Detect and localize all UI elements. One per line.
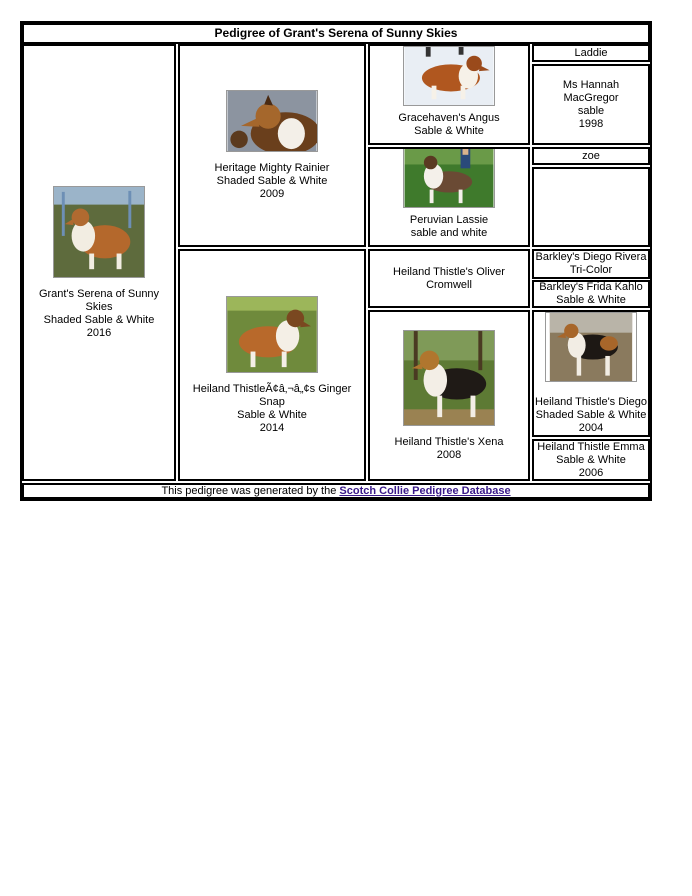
frida-name[interactable]: Barkley's Frida Kahlo [539,281,643,293]
sire-sire-cell [368,44,530,145]
diego-cell [532,310,650,437]
sire-cell [178,44,366,247]
subject-name[interactable]: Grant's Serena of Sunny Skies [38,287,160,313]
emma-color: Sable & White [556,453,626,466]
sire-color: Shaded Sable & White [216,175,328,187]
dam-photo[interactable] [226,296,318,373]
dam-sire-cell [368,249,530,308]
sire-sire-photo[interactable] [403,46,495,106]
footer-text: This pedigree was generated by the [161,484,340,497]
emma-name[interactable]: Heiland Thistle Emma [537,440,645,453]
sire-photo[interactable] [226,90,318,152]
dam-dam-photo[interactable] [403,330,495,426]
hannah-cell [532,64,650,145]
diego-rivera-color: Tri-Color [569,264,613,276]
dam-name[interactable]: Heiland ThistleÃ¢â‚¬â„¢s Ginger Snap [192,382,352,408]
frida-cell [532,280,650,308]
zoe-name[interactable]: zoe [582,149,600,162]
sire-sire-color: Sable & White [414,124,484,137]
laddie-cell [532,44,650,62]
empty-cell [532,167,650,247]
subject-color: Shaded Sable & White [43,313,155,326]
diego-rivera-cell [532,249,650,279]
pedigree-title: Pedigree of Grant's Serena of Sunny Skies [214,26,458,40]
sire-name[interactable]: Heritage Mighty Rainier [214,162,330,174]
sire-dam-photo[interactable] [403,148,495,208]
database-link[interactable]: Scotch Collie Pedigree Database [339,484,511,497]
pedigree-title-cell [22,23,650,44]
diego-photo[interactable] [545,312,637,382]
subject-cell [22,44,176,481]
emma-cell [532,439,650,481]
dam-cell [178,249,366,481]
subject-photo[interactable] [53,186,145,278]
sire-dam-name[interactable]: Peruvian Lassie [409,214,489,226]
hannah-color: sable [577,104,605,117]
diego-year: 2004 [578,422,604,434]
dam-color: Sable & White [237,408,307,421]
diego-rivera-name[interactable]: Barkley's Diego Rivera [535,251,647,263]
sire-year: 2009 [259,188,285,200]
sire-sire-name[interactable]: Gracehaven's Angus [398,111,500,124]
sire-dam-color: sable and white [410,227,488,239]
dam-year: 2014 [259,421,285,434]
hannah-year: 1998 [578,117,604,130]
subject-year: 2016 [86,326,112,339]
pedigree-table [20,21,652,501]
zoe-cell [532,147,650,165]
hannah-name[interactable]: Ms Hannah MacGregor [562,78,620,104]
laddie-name[interactable]: Laddie [574,46,608,59]
diego-color: Shaded Sable & White [535,409,647,421]
dam-dam-name[interactable]: Heiland Thistle's Xena [394,435,504,448]
dam-sire-name[interactable]: Heiland Thistle's Oliver Cromwell [393,265,505,291]
dam-dam-cell [368,310,530,481]
footer-cell [22,483,650,499]
emma-year: 2006 [578,466,604,479]
dam-dam-year: 2008 [436,448,462,461]
diego-name[interactable]: Heiland Thistle's Diego [535,396,647,408]
frida-color: Sable & White [556,294,626,306]
sire-dam-cell [368,147,530,247]
